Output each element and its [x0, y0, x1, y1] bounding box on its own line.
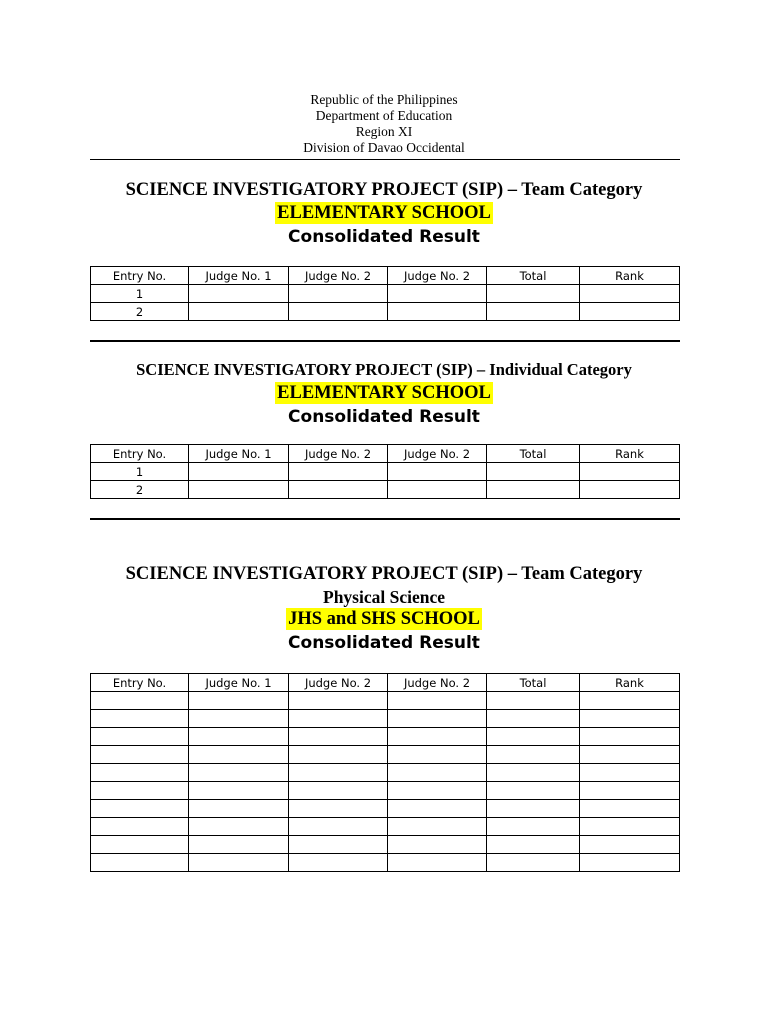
judge-2-cell	[289, 818, 388, 836]
header-judge-2: Judge No. 2	[289, 267, 388, 285]
judge-2-cell	[289, 285, 388, 303]
entry-number: 1	[91, 285, 189, 303]
total-cell	[487, 854, 580, 872]
total-cell	[487, 746, 580, 764]
table-row	[91, 303, 680, 321]
section-title: SCIENCE INVESTIGATORY PROJECT (SIP) – Team Category	[125, 564, 643, 584]
table-row	[91, 764, 680, 782]
letterhead-divider	[90, 159, 680, 160]
level-highlight: ELEMENTARY SCHOOL	[277, 203, 491, 223]
section-subtitle: Consolidated Result	[288, 407, 480, 427]
entry-number	[91, 836, 189, 854]
results-table-team-elementary	[90, 266, 680, 321]
header-judge-1: Judge No. 1	[189, 674, 289, 692]
letterhead-republic: Republic of the Philippines	[310, 92, 458, 107]
entry-number	[91, 710, 189, 728]
judge-3-cell	[388, 854, 487, 872]
judge-1-cell	[189, 285, 289, 303]
section-category: Physical Science	[323, 587, 445, 607]
table-row	[91, 800, 680, 818]
total-cell	[487, 481, 580, 499]
total-cell	[487, 303, 580, 321]
rank-cell	[580, 764, 680, 782]
rank-cell	[580, 728, 680, 746]
judge-1-cell	[189, 710, 289, 728]
judge-1-cell	[189, 854, 289, 872]
judge-2-cell	[289, 854, 388, 872]
header-total: Total	[487, 267, 580, 285]
judge-3-cell	[388, 782, 487, 800]
judge-1-cell	[189, 303, 289, 321]
section-individual-elementary-heading	[0, 358, 768, 430]
judge-3-cell	[388, 303, 487, 321]
judge-3-cell	[388, 285, 487, 303]
rank-cell	[580, 818, 680, 836]
total-cell	[487, 710, 580, 728]
rank-cell	[580, 836, 680, 854]
entry-number: 1	[91, 463, 189, 481]
judge-3-cell	[388, 764, 487, 782]
judge-1-cell	[189, 728, 289, 746]
total-cell	[487, 285, 580, 303]
judge-1-cell	[189, 746, 289, 764]
header-entry-no: Entry No.	[91, 267, 189, 285]
table-header-row	[91, 674, 680, 692]
judge-1-cell	[189, 782, 289, 800]
entry-number: 2	[91, 303, 189, 321]
rank-cell	[580, 463, 680, 481]
total-cell	[487, 836, 580, 854]
table-row	[91, 836, 680, 854]
header-entry-no: Entry No.	[91, 445, 189, 463]
physical-science-rows	[91, 692, 680, 872]
results-table-individual-elementary	[90, 444, 680, 499]
header-entry-no: Entry No.	[91, 674, 189, 692]
rank-cell	[580, 285, 680, 303]
rank-cell	[580, 800, 680, 818]
level-highlight: ELEMENTARY SCHOOL	[277, 383, 491, 403]
judge-2-cell	[289, 463, 388, 481]
judge-2-cell	[289, 481, 388, 499]
total-cell	[487, 463, 580, 481]
table-row	[91, 481, 680, 499]
total-cell	[487, 728, 580, 746]
judge-2-cell	[289, 836, 388, 854]
judge-1-cell	[189, 481, 289, 499]
entry-number	[91, 854, 189, 872]
table-header-row	[91, 445, 680, 463]
table-row	[91, 818, 680, 836]
section-subtitle: Consolidated Result	[288, 633, 480, 653]
judge-1-cell	[189, 764, 289, 782]
header-judge-2: Judge No. 2	[289, 674, 388, 692]
level-highlight: JHS and SHS SCHOOL	[288, 609, 480, 629]
header-judge-3: Judge No. 2	[388, 445, 487, 463]
total-cell	[487, 692, 580, 710]
judge-3-cell	[388, 728, 487, 746]
table-row	[91, 285, 680, 303]
header-total: Total	[487, 445, 580, 463]
judge-2-cell	[289, 303, 388, 321]
rank-cell	[580, 782, 680, 800]
rank-cell	[580, 481, 680, 499]
table-row	[91, 710, 680, 728]
entry-number	[91, 818, 189, 836]
section-team-physical-science-heading	[0, 562, 768, 656]
judge-1-cell	[189, 692, 289, 710]
judge-2-cell	[289, 692, 388, 710]
entry-number	[91, 692, 189, 710]
entry-number	[91, 764, 189, 782]
section-title: SCIENCE INVESTIGATORY PROJECT (SIP) – Individual Category	[136, 360, 632, 379]
judge-1-cell	[189, 836, 289, 854]
results-table-team-physical-science	[90, 673, 680, 872]
rank-cell	[580, 746, 680, 764]
rank-cell	[580, 854, 680, 872]
entry-number	[91, 746, 189, 764]
header-judge-1: Judge No. 1	[189, 445, 289, 463]
header-judge-3: Judge No. 2	[388, 267, 487, 285]
header-judge-2: Judge No. 2	[289, 445, 388, 463]
judge-2-cell	[289, 746, 388, 764]
section-divider	[90, 518, 680, 520]
judge-2-cell	[289, 764, 388, 782]
table-row	[91, 854, 680, 872]
section-subtitle: Consolidated Result	[288, 227, 480, 247]
header-rank: Rank	[580, 267, 680, 285]
judge-1-cell	[189, 800, 289, 818]
rank-cell	[580, 710, 680, 728]
letterhead-region: Region XI	[355, 124, 413, 139]
judge-3-cell	[388, 836, 487, 854]
letterhead-department: Department of Education	[315, 108, 453, 123]
judge-2-cell	[289, 710, 388, 728]
judge-3-cell	[388, 481, 487, 499]
header-judge-1: Judge No. 1	[189, 267, 289, 285]
judge-2-cell	[289, 728, 388, 746]
table-row	[91, 692, 680, 710]
table-row	[91, 782, 680, 800]
table-header-row	[91, 267, 680, 285]
header-total: Total	[487, 674, 580, 692]
table-row	[91, 728, 680, 746]
total-cell	[487, 782, 580, 800]
letterhead-division: Division of Davao Occidental	[303, 140, 465, 155]
judge-2-cell	[289, 800, 388, 818]
table-row	[91, 463, 680, 481]
total-cell	[487, 764, 580, 782]
header-judge-3: Judge No. 2	[388, 674, 487, 692]
table-row	[91, 746, 680, 764]
header-rank: Rank	[580, 674, 680, 692]
judge-3-cell	[388, 692, 487, 710]
entry-number	[91, 782, 189, 800]
judge-2-cell	[289, 782, 388, 800]
entry-number: 2	[91, 481, 189, 499]
judge-1-cell	[189, 818, 289, 836]
entry-number	[91, 728, 189, 746]
judge-1-cell	[189, 463, 289, 481]
section-team-elementary-heading	[0, 178, 768, 250]
section-title: SCIENCE INVESTIGATORY PROJECT (SIP) – Team Category	[125, 180, 643, 200]
judge-3-cell	[388, 463, 487, 481]
header-rank: Rank	[580, 445, 680, 463]
total-cell	[487, 800, 580, 818]
entry-number	[91, 800, 189, 818]
section-divider	[90, 340, 680, 342]
judge-3-cell	[388, 746, 487, 764]
total-cell	[487, 818, 580, 836]
rank-cell	[580, 692, 680, 710]
judge-3-cell	[388, 800, 487, 818]
judge-3-cell	[388, 818, 487, 836]
judge-3-cell	[388, 710, 487, 728]
rank-cell	[580, 303, 680, 321]
letterhead	[0, 92, 768, 156]
